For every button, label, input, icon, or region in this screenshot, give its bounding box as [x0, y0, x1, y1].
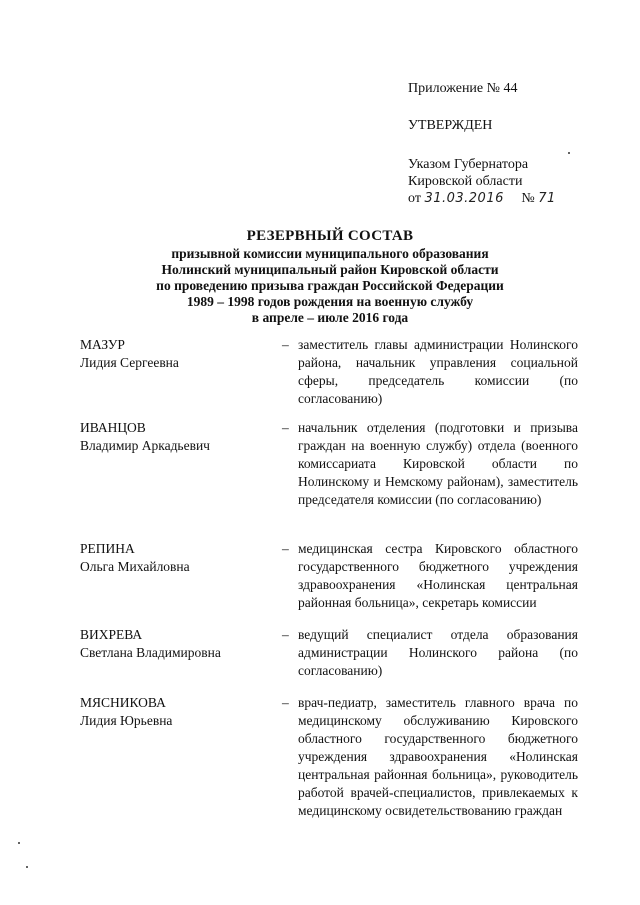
member-given-name: Светлана Владимировна	[80, 645, 221, 660]
member-given-name: Ольга Михайловна	[80, 559, 190, 574]
approval-block	[408, 80, 628, 207]
decree-line-2: Кировской области	[408, 174, 523, 189]
member-given-name: Лидия Сергеевна	[80, 355, 179, 370]
handwritten-date: 31.03.2016	[424, 191, 504, 206]
member-given-name: Владимир Аркадьевич	[80, 438, 210, 453]
member-dash: –	[282, 541, 289, 556]
annex-number: Приложение № 44	[408, 81, 518, 96]
scan-speck	[568, 152, 570, 154]
member-surname: МАЗУР	[80, 337, 125, 352]
member-surname: ИВАНЦОВ	[80, 420, 146, 435]
member-dash: –	[282, 337, 289, 352]
decree-line-1: Указом Губернатора	[408, 157, 529, 172]
decree-date-line	[408, 190, 628, 207]
heading-title: РЕЗЕРВНЫЙ СОСТАВ	[246, 228, 414, 244]
member-dash: –	[282, 695, 289, 710]
member-surname: РЕПИНА	[80, 541, 135, 556]
heading-line: призывной комиссии муниципального образования	[171, 246, 489, 261]
member-role: медицинская сестра Кировского областного государственного бюджетного учреждения здравоохранения «Нолинская центральная районная больница», секретарь комиссии	[298, 541, 578, 610]
member-role: ведущий специалист отдела образования администрации Нолинского района (по согласованию)	[298, 627, 578, 678]
member-surname: ВИХРЕВА	[80, 627, 143, 642]
member-name	[80, 419, 270, 455]
scan-speck	[18, 842, 20, 844]
document-heading	[80, 226, 580, 326]
scan-speck	[26, 866, 28, 868]
heading-line: в апреле – июле 2016 года	[251, 310, 409, 325]
member-name	[80, 694, 270, 730]
member-role: заместитель главы администрации Нолинского района, начальник управления социальной сферы, председатель комиссии (по согласованию)	[298, 337, 578, 406]
heading-line: Нолинский муниципальный район Кировской области	[161, 262, 499, 277]
heading-line: по проведению призыва граждан Российской Федерации	[156, 278, 504, 293]
member-name	[80, 626, 270, 662]
number-label: №	[521, 191, 535, 206]
member-dash: –	[282, 627, 289, 642]
member-surname: МЯСНИКОВА	[80, 695, 166, 710]
member-given-name: Лидия Юрьевна	[80, 713, 173, 728]
member-role: врач-педиатр, заместитель главного врача по медицинскому обслуживанию Кировского областного государственного бюджетного учреждения здравоохранения «Нолинская центральная районная больница», руководитель работой врачей-специалистов, привлекаемых к медицинскому освидетельствованию граждан	[298, 695, 578, 818]
approved-label: УТВЕРЖДЕН	[408, 118, 493, 133]
member-role: начальник отделения (подготовки и призыва граждан на военную службу) отдела (военного комиссариата Кировской области по Нолинскому и Немскому районам), заместитель председателя комиссии (по согласованию)	[298, 420, 578, 507]
date-prefix: от	[408, 191, 421, 206]
handwritten-number: 71	[538, 191, 556, 206]
member-dash: –	[282, 420, 289, 435]
member-name	[80, 336, 270, 372]
member-name	[80, 540, 270, 576]
heading-line: 1989 – 1998 годов рождения на военную службу	[186, 294, 474, 309]
